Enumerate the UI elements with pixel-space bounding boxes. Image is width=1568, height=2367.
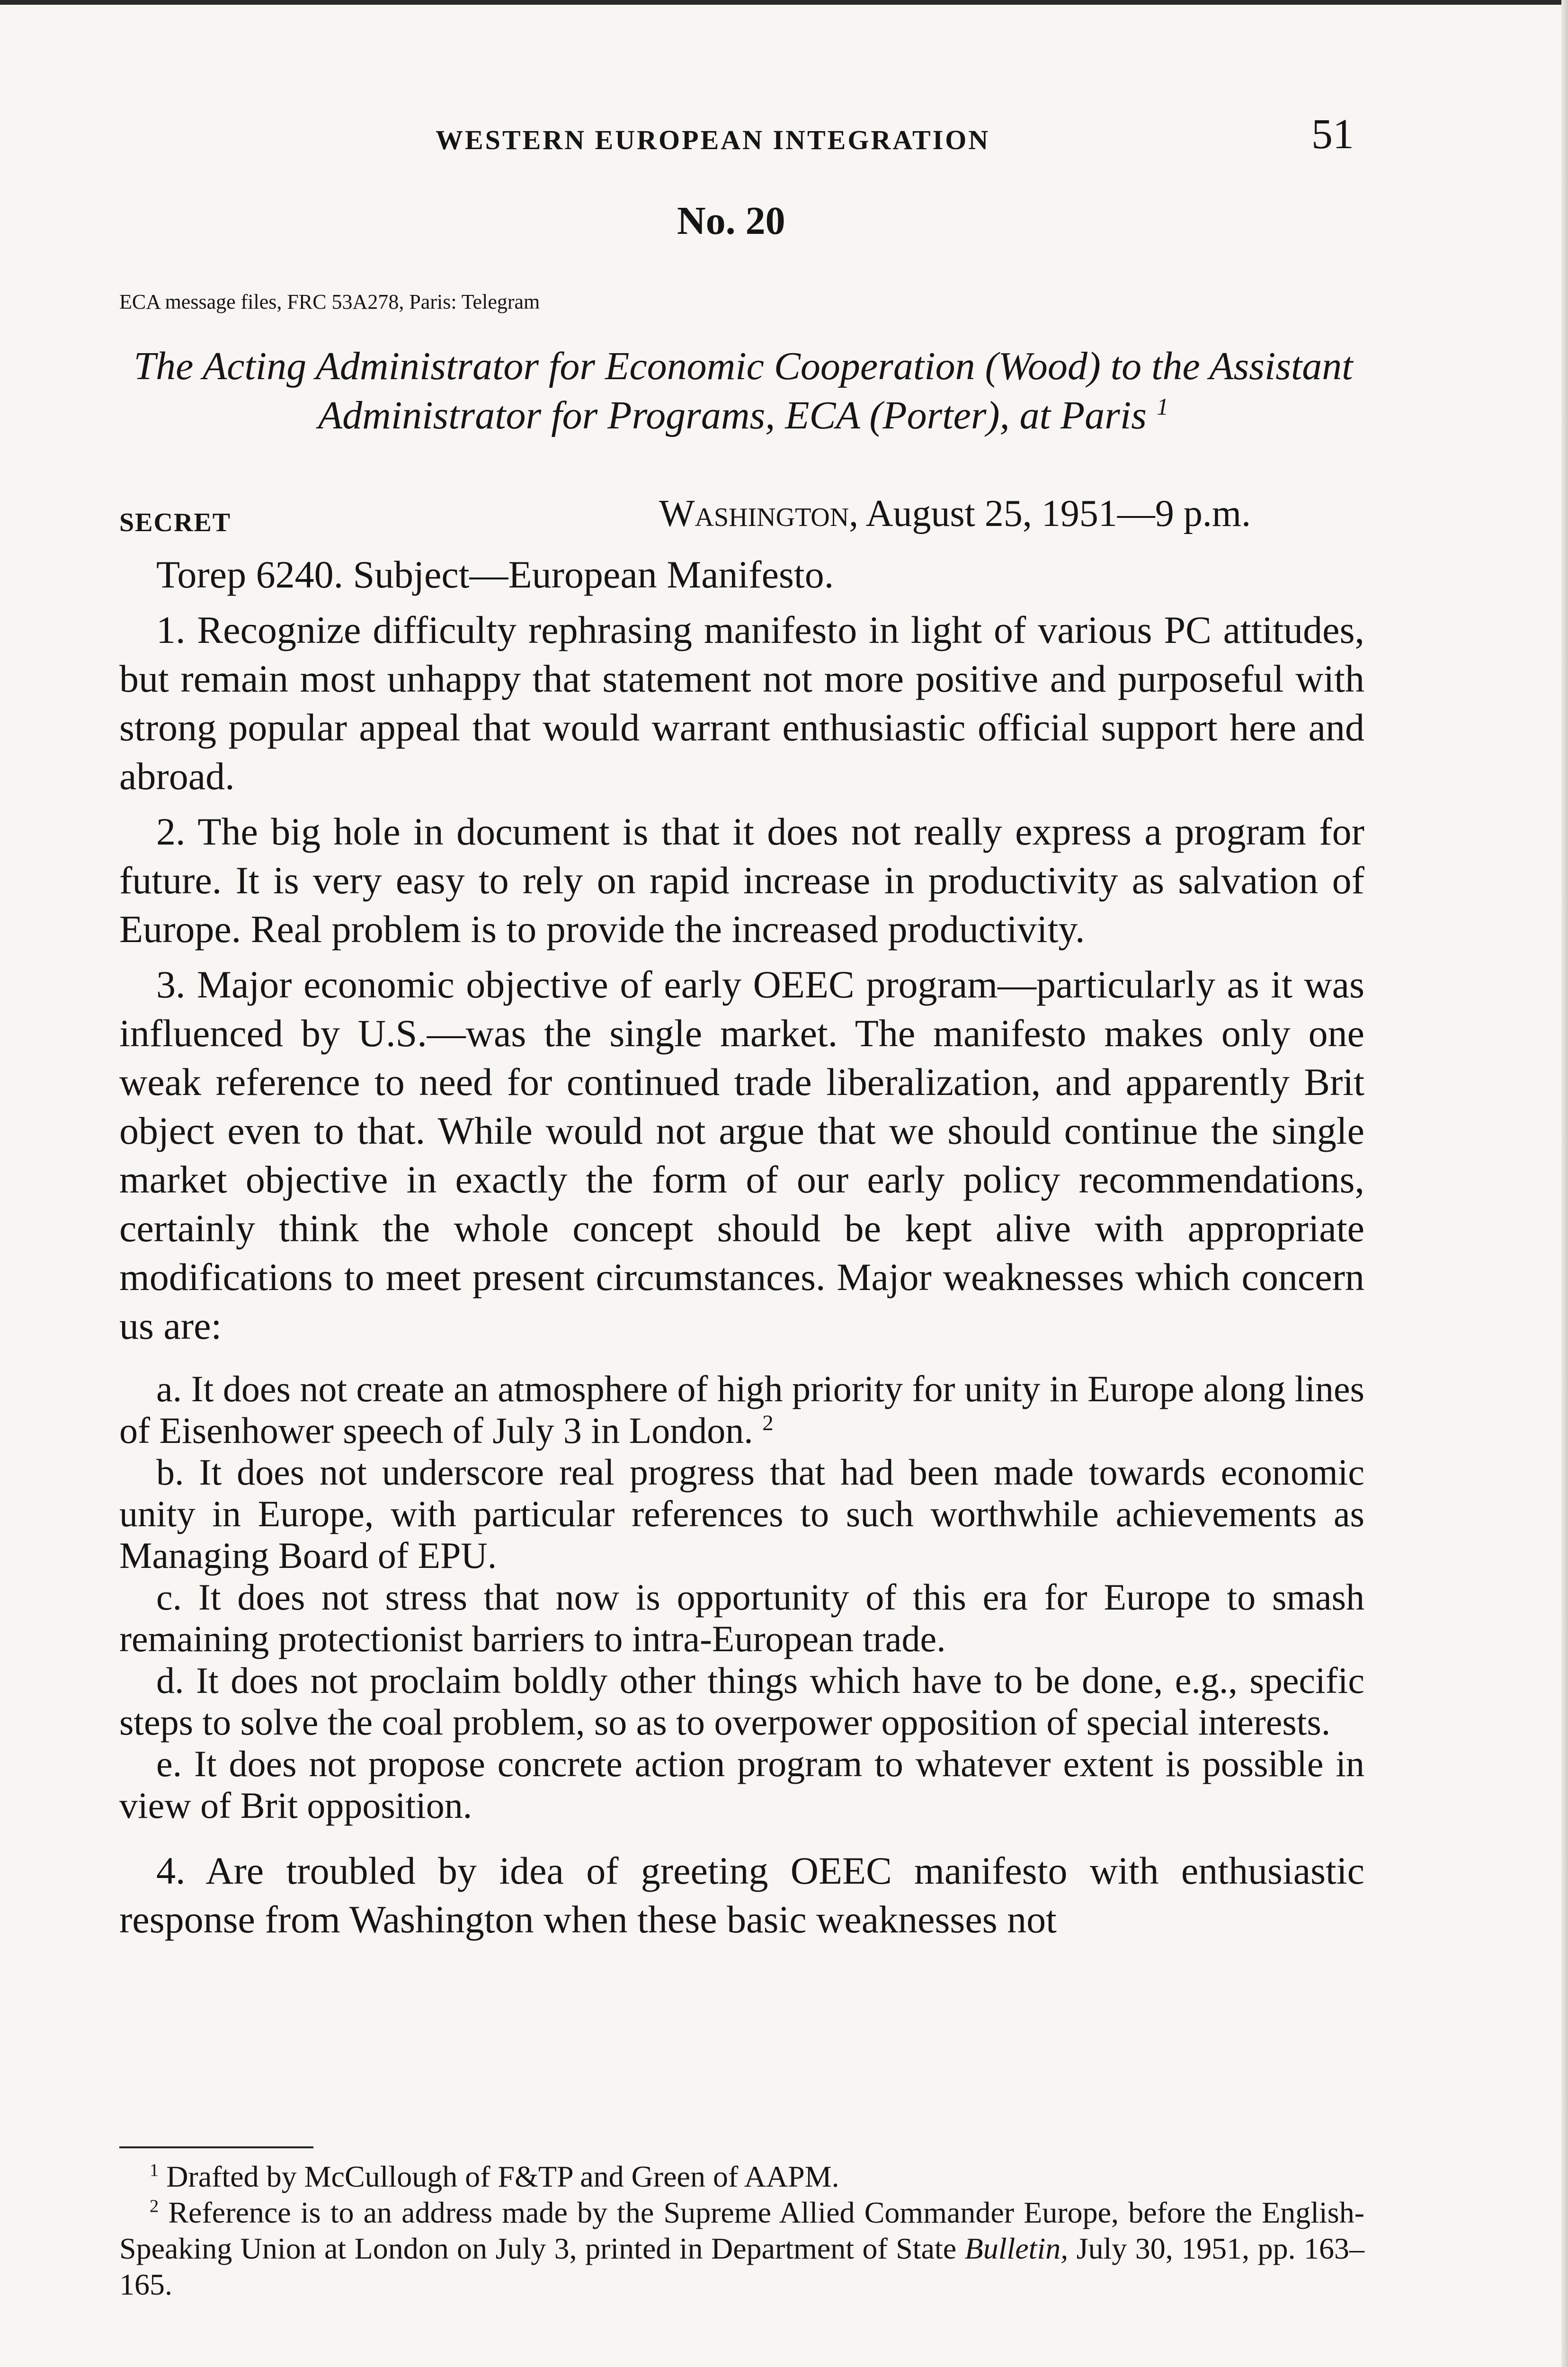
top-border [0,0,1568,5]
telegram-body [119,550,1364,1950]
paragraph-4: 4. Are troubled by idea of greeting OEEC manifesto with enthusiastic response from Washington when these basic weaknesses not [119,1849,1364,1941]
page-edge [1561,0,1568,2367]
document-number: No. 20 [677,199,785,243]
dateline-place: Washington, [659,493,859,534]
item-a-footnote-mark: 2 [762,1411,774,1435]
footnotes [119,2159,1364,2303]
source-note: ECA message files, FRC 53A278, Paris: Telegram [119,290,540,313]
footnote-rule [119,2146,313,2148]
list-item-d: d. It does not proclaim boldly other things which have to be done, e.g., specific steps to solve the coal problem, so as to overpower opposition of special interests. [119,1660,1364,1743]
document-title [114,342,1373,440]
footnote-2-italic: Bulletin, [964,2232,1069,2265]
footnote-2-mark: 2 [150,2196,159,2216]
footnote-2-text-end: July 30, 1951, pp. 163–165. [119,2232,1365,2301]
paragraph-3: 3. Major economic objective of early OEEC program—particularly as it was influenced by U.S.—was the single market. The manifesto makes only one weak reference to need for continued trade liberalization, and apparently Brit object even to that. While would not argue that we should continue the single market objective in exactly the form of our early policy recommendations, certainly think the whole concept should be kept alive with appropriate modifications to meet present circumstances. Major weaknesses which concern us are: [119,963,1364,1347]
dateline [659,492,1251,535]
list-item-e: e. It does not propose concrete action program to whatever extent is possible in view of Brit opposition. [119,1743,1364,1826]
title-footnote-mark: 1 [1156,393,1169,420]
paragraph-1: 1. Recognize difficulty rephrasing manifesto in light of various PC attitudes, but remain most unhappy that statement not more positive and purposeful with strong popular appeal that would warrant enthusiastic official support here and abroad. [119,608,1364,798]
subject-line: Torep 6240. Subject—European Manifesto. [156,553,834,596]
footnote-1-text: Drafted by McCullough of F&TP and Green of AAPM. [166,2160,839,2193]
footnote-1 [119,2159,1364,2195]
list-item-a [119,1368,1364,1451]
dateline-date: August 25, 1951—9 p.m. [865,493,1251,534]
classification: SECRET [119,508,232,537]
title-text: The Acting Administrator for Economic Cooperation (Wood) to the Assistant Administrator for Programs, ECA (Porter), at Paris [134,344,1353,437]
footnote-2 [119,2195,1364,2303]
footnote-1-mark: 1 [150,2160,159,2180]
weakness-list [119,1368,1364,1826]
list-item-c: c. It does not stress that now is opportunity of this era for Europe to smash remaining protectionist barriers to intra-European trade. [119,1576,1364,1659]
list-item-b: b. It does not underscore real progress that had been made towards economic unity in Europe, with particular references to such worthwhile achievements as Managing Board of EPU. [119,1451,1364,1576]
footnote-2-text: Reference is to an address made by the Supreme Allied Commander Europe, before the English-Speaking Union at London on July 3, printed in Department of State [119,2196,1365,2265]
page-number: 51 [1311,111,1354,158]
list-item-a-text: a. It does not create an atmosphere of high priority for unity in Europe along lines of Eisenhower speech of July 3 in London. [119,1368,1364,1451]
paragraph-2: 2. The big hole in document is that it does not really express a program for future. It is very easy to rely on rapid increase in productivity as salvation of Europe. Real problem is to provide the increased productivity. [119,810,1364,951]
running-head: WESTERN EUROPEAN INTEGRATION [436,125,990,155]
